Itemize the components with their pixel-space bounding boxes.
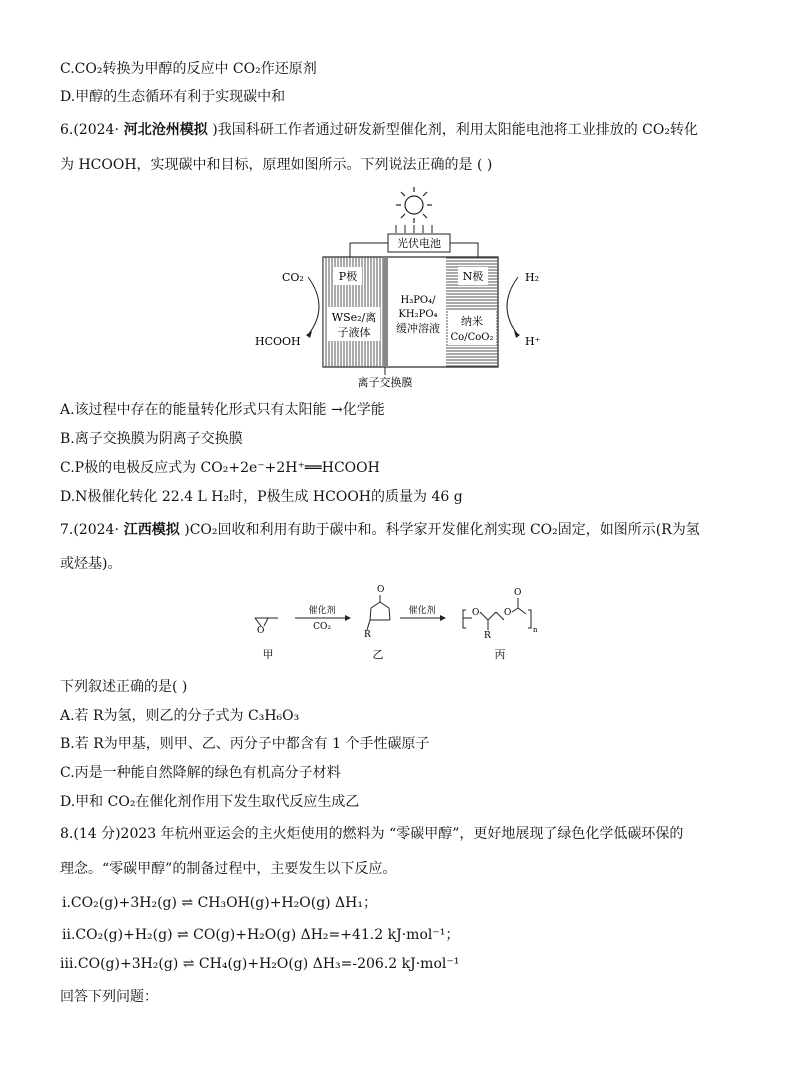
q7-stem-line2: 或烃基)。: [60, 556, 122, 572]
q7-option-d: D.甲和 CO₂在催化剂作用下发生取代反应生成乙: [60, 794, 360, 810]
ion-exchange-membrane: [383, 257, 388, 367]
answer-prompt: 回答下列问题：: [60, 989, 158, 1005]
p-reaction-arrow: [308, 277, 319, 335]
hplus-label: H⁺: [525, 335, 541, 348]
pv-cell-label: 光伏电池: [397, 237, 441, 250]
q6-option-c: C.P极的电极反应式为 CO₂+2e⁻+2H⁺══HCOOH: [60, 460, 380, 476]
q6-stem-line2: 为 HCOOH，实现碳中和目标，原理如图所示。下列说法正确的是 ( ): [60, 157, 493, 173]
q5-option-d: D.甲醇的生态循环有利于实现碳中和: [60, 89, 286, 105]
polymer-oxygen2: O: [504, 608, 512, 618]
q6-option-a: A.该过程中存在的能量转化形式只有太阳能 →化学能: [60, 402, 385, 418]
q6-option-d: D.N极催化转化 22.4 L H₂时，P极生成 HCOOH的质量为 46 g: [60, 489, 463, 505]
n-material-line2: Co/CoO₂: [450, 332, 494, 343]
reaction-i: ⅰ.CO₂(g)+3H₂(g) ⇌ CH₃OH(g)+H₂O(g) ΔH₁；: [62, 895, 377, 911]
reaction-scheme: [250, 580, 550, 668]
q6-option-b: B.离子交换膜为阴离子交换膜: [60, 431, 243, 447]
electrolysis-cell-diagram: [250, 185, 550, 390]
p-material-line1: WSe₂/离: [331, 311, 377, 324]
q8-stem-line2: 理念。“零碳甲醇”的制备过程中，主要发生以下反应。: [60, 861, 397, 877]
q6-text: )我国科研工作者通过研发新型催化剂，利用太阳能电池将工业排放的 CO₂转化: [207, 122, 698, 138]
q5-option-c: C.CO₂转换为甲醇的反应中 CO₂作还原剂: [60, 61, 317, 77]
q7-option-c: C.丙是一种能自然降解的绿色有机高分子材料: [60, 765, 341, 781]
polymer-oxygen3: O: [514, 588, 522, 598]
epoxide-oxygen: O: [257, 626, 265, 636]
r-group-yi: R: [364, 630, 371, 640]
reaction-iii: ⅲ.CO(g)+3H₂(g) ⇌ CH₄(g)+H₂O(g) ΔH₃=-206.2 kJ·mol⁻¹: [60, 956, 460, 972]
polymer-n: n: [533, 626, 538, 634]
r-group-bing: R: [484, 631, 491, 641]
label-yi: 乙: [372, 648, 384, 661]
q6-source: 河北沧州模拟: [118, 122, 208, 138]
n-material-line1: 纳米: [461, 315, 483, 328]
hcooh-label: HCOOH: [255, 335, 301, 348]
epoxide-structure: [255, 618, 278, 626]
p-pole-label: P极: [338, 270, 358, 283]
q7-text: )CO₂回收和利用有助于碳中和。科学家开发催化剂实现 CO₂固定，如图所示(R为氢: [179, 522, 700, 538]
q7-question: 下列叙述正确的是( ): [60, 679, 188, 695]
q6-number: 6.(2024·: [60, 122, 119, 138]
q7-number: 7.(2024·: [60, 522, 119, 538]
q7-option-b: B.若 R为甲基，则甲、乙、丙分子中都含有 1 个手性碳原子: [60, 736, 430, 752]
q7-stem: [60, 519, 700, 539]
polymer-oxygen1: O: [472, 608, 480, 618]
reaction-ii: ⅱ.CO₂(g)+H₂(g) ⇌ CO(g)+H₂O(g) ΔH₂=+41.2 kJ·mol⁻¹；: [62, 927, 460, 943]
co2-label: CO₂: [282, 271, 304, 284]
carbonyl-oxygen: O: [377, 585, 385, 595]
n-pole-label: N极: [462, 270, 484, 283]
arrow1-catalyst: 催化剂: [308, 606, 336, 616]
q7-source: 江西模拟: [118, 522, 180, 538]
label-bing: 丙: [494, 648, 506, 661]
q8-stem: 8.(14 分)2023 年杭州亚运会的主火炬使用的燃料为 “零碳甲醇”，更好地展现了绿色化学低碳环保的: [60, 826, 684, 842]
cyclic-carbonate-structure: [367, 595, 390, 630]
buffer-line2: KH₂PO₄: [398, 309, 438, 320]
buffer-line1: H₃PO₄/: [400, 295, 436, 306]
label-jia: 甲: [262, 648, 274, 661]
light-arrows: [396, 225, 432, 233]
arrow1-co2: CO₂: [313, 622, 331, 632]
buffer-line3: 缓冲溶液: [396, 322, 440, 335]
p-material-line2: 子液体: [337, 326, 371, 339]
q7-option-a: A.若 R为氢，则乙的分子式为 C₃H₆O₃: [60, 708, 300, 724]
sun-icon: [396, 187, 432, 223]
q6-stem: [60, 119, 698, 139]
n-reaction-arrow: [507, 277, 518, 335]
h2-label: H₂: [525, 271, 540, 284]
membrane-label: 离子交换膜: [357, 376, 413, 389]
arrow2-catalyst: 催化剂: [408, 606, 436, 616]
